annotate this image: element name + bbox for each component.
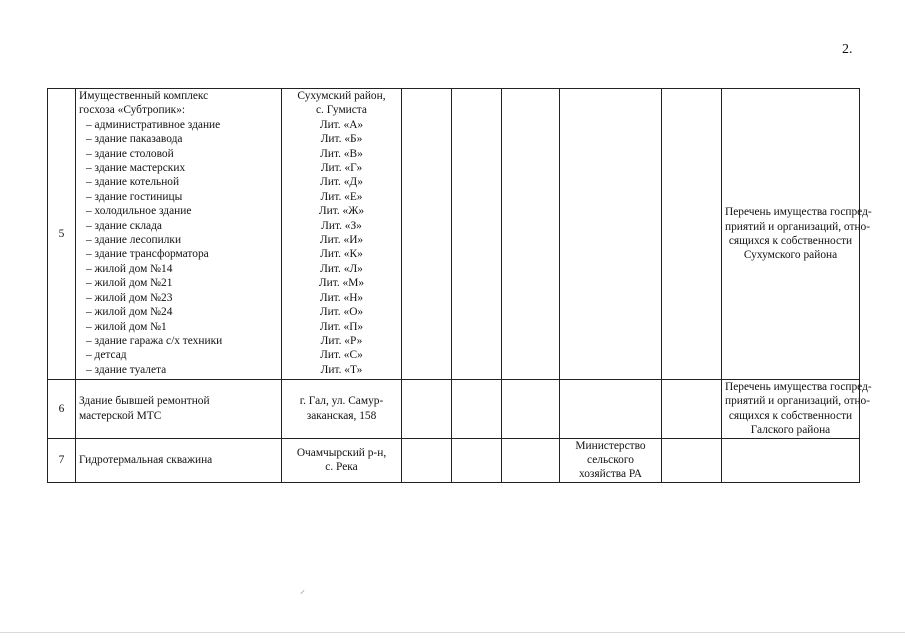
row-number: 6 xyxy=(48,380,76,439)
letter-designation: Лит. «П» xyxy=(319,320,364,333)
empty-cell xyxy=(452,438,502,482)
property-name-line: Гидротермальная скважина xyxy=(79,454,213,467)
location-cell xyxy=(282,89,402,380)
note-line: Сухумского района xyxy=(743,249,838,262)
empty-cell xyxy=(662,438,722,482)
property-item: – жилой дом №1 xyxy=(86,320,167,333)
note-line: сящихся к собственности xyxy=(728,235,853,247)
property-item: – здание столовой xyxy=(86,147,174,160)
letter-designation: Лит. «Ж» xyxy=(318,205,365,218)
property-name-line: Здание бывшей ремонтной xyxy=(79,395,210,408)
note-line: Перечень имущества госпред- xyxy=(725,381,872,393)
letter-designation: Лит. «З» xyxy=(321,219,362,232)
holder-line: Министерство xyxy=(575,439,646,452)
row-number: 7 xyxy=(48,438,76,482)
empty-cell xyxy=(452,380,502,439)
letter-designation: Лит. «Б» xyxy=(320,133,363,146)
table-row xyxy=(48,438,860,482)
letter-designation: Лит. «И» xyxy=(319,234,364,247)
letter-designation: Лит. «М» xyxy=(318,277,365,290)
letter-designation: Лит. «С» xyxy=(320,349,363,362)
property-item: – детсад xyxy=(86,349,127,362)
page-number: 2. xyxy=(842,42,853,57)
holder-line: хозяйства РА xyxy=(578,468,643,481)
empty-cell xyxy=(502,438,560,482)
note-cell xyxy=(722,89,872,380)
property-item: – жилой дом №21 xyxy=(86,277,173,290)
letter-designation: Лит. «Н» xyxy=(319,291,364,304)
note-line: приятий и организаций, отно- xyxy=(725,220,871,233)
letter-designation: Лит. «А» xyxy=(319,118,364,131)
row-number: 5 xyxy=(48,89,76,380)
letter-designation: Лит. «Д» xyxy=(320,176,363,189)
pen-mark: ⸝ xyxy=(300,585,305,596)
property-item: – здание трансформатора xyxy=(86,248,209,261)
location-line: заканская, 158 xyxy=(306,409,377,422)
property-name-cell xyxy=(76,380,282,439)
letter-designation: Лит. «В» xyxy=(320,147,363,160)
property-item: – жилой дом №14 xyxy=(86,262,173,275)
property-item: – жилой дом №24 xyxy=(86,306,173,319)
property-item: – здание склада xyxy=(86,219,162,232)
empty-cell xyxy=(502,380,560,439)
note-line: Галского района xyxy=(750,424,831,437)
letter-designation: Лит. «Г» xyxy=(320,162,363,175)
location-line: Очамчырский р-н, xyxy=(296,446,387,459)
holder-line: сельского xyxy=(587,454,634,467)
property-item: – здание лесопилки xyxy=(86,234,182,247)
property-name-line: мастерской МТС xyxy=(79,409,162,422)
letter-designation: Лит. «Е» xyxy=(320,190,363,203)
note-cell xyxy=(722,380,872,439)
letter-designation: Лит. «Р» xyxy=(320,334,363,347)
property-item: – здание котельной xyxy=(86,176,180,189)
empty-cell xyxy=(402,89,452,380)
letter-designation: Лит. «Л» xyxy=(320,262,363,275)
property-name-line: Имущественный комплекс xyxy=(79,90,209,102)
location-line: с. Гумиста xyxy=(316,104,367,117)
empty-cell xyxy=(502,89,560,380)
empty-cell xyxy=(662,89,722,380)
letter-designation: Лит. «Т» xyxy=(320,363,363,376)
location-line: г. Гал, ул. Самур- xyxy=(299,395,384,408)
note-line: Перечень имущества госпред- xyxy=(725,206,872,219)
note-cell xyxy=(722,438,860,482)
property-item: – административное здание xyxy=(86,118,221,131)
property-name-cell xyxy=(76,438,282,482)
property-item: – здание мастерских xyxy=(86,162,186,175)
scan-edge-line xyxy=(0,632,905,633)
holder-cell xyxy=(560,438,662,482)
property-name-cell xyxy=(76,89,282,380)
location-cell xyxy=(282,438,402,482)
property-item: – здание гостиницы xyxy=(86,190,183,203)
property-name-line: госхоза «Субтропик»: xyxy=(79,104,186,117)
holder-cell xyxy=(560,380,662,439)
location-line: с. Река xyxy=(325,461,358,474)
note-line: приятий и организаций, отно- xyxy=(725,395,871,408)
letter-designation: Лит. «О» xyxy=(319,306,364,319)
table-row xyxy=(48,89,860,380)
property-item: – жилой дом №23 xyxy=(86,291,173,304)
letter-designation: Лит. «К» xyxy=(320,248,363,261)
empty-cell xyxy=(452,89,502,380)
property-item: – здание паказавода xyxy=(86,133,183,146)
holder-cell xyxy=(560,89,662,380)
location-line: Сухумский район, xyxy=(297,90,386,102)
property-item: – холодильное здание xyxy=(86,205,192,218)
empty-cell xyxy=(402,438,452,482)
empty-cell xyxy=(402,380,452,439)
location-cell xyxy=(282,380,402,439)
empty-cell xyxy=(662,380,722,439)
note-line: сящихся к собственности xyxy=(728,409,853,422)
property-item: – здание гаража с/х техники xyxy=(86,334,223,347)
property-registry-table xyxy=(47,88,872,483)
property-item: – здание туалета xyxy=(86,363,167,376)
table-row xyxy=(48,380,860,439)
